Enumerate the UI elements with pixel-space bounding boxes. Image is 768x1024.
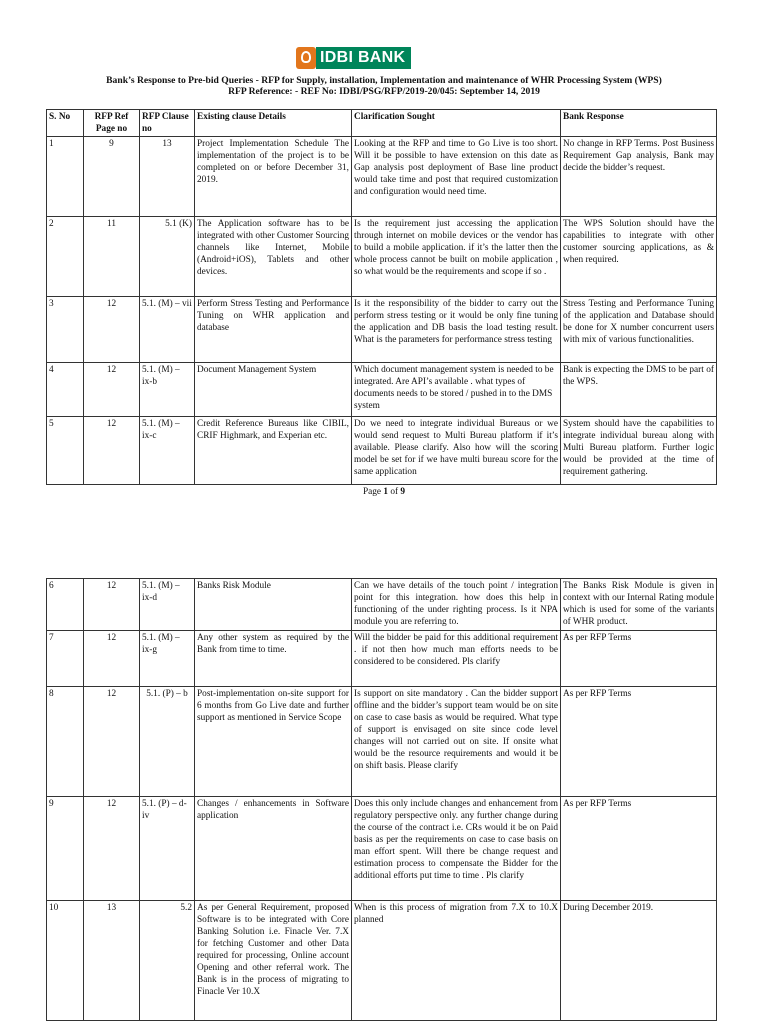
table-row bbox=[47, 631, 717, 687]
cell-page: 12 bbox=[84, 797, 140, 901]
col-header-clarification: Clarification Sought bbox=[352, 110, 561, 137]
cell-clarification: Is support on site mandatory . Can the bidder support offline and the bidder’s support team would be on site on case to case basis as would be required. What type of support is envisaged on site since code level changes will not carried out on site. If onsite what would be the resource requirements and would it be on shift basis. Please clarify bbox=[352, 687, 561, 797]
cell-page: 12 bbox=[84, 417, 140, 485]
cell-page: 12 bbox=[84, 363, 140, 417]
col-header-details: Existing clause Details bbox=[195, 110, 352, 137]
cell-sno: 4 bbox=[47, 363, 84, 417]
cell-clause: 5.1. (P) – d-iv bbox=[140, 797, 195, 901]
table-row bbox=[47, 687, 717, 797]
table-row bbox=[47, 417, 717, 485]
cell-clarification: Which document management system is needed to be integrated. Are API’s available . what types of documents needs to be stored / pushed in to the DMS system bbox=[352, 363, 561, 417]
cell-response: The WPS Solution should have the capabilities to integrate with other customer sourcing applications, as & when required. bbox=[561, 217, 717, 297]
cell-sno: 3 bbox=[47, 297, 84, 363]
page-of: of bbox=[390, 487, 399, 497]
cell-response: As per RFP Terms bbox=[561, 631, 717, 687]
cell-details: Post-implementation on-site support for 6 months from Go Live date and further support as mentioned in Service Scope bbox=[195, 687, 352, 797]
table-header-row bbox=[47, 110, 717, 137]
col-header-page: RFP Ref Page no bbox=[84, 110, 140, 137]
cell-clause: 5.1. (M) – ix-b bbox=[140, 363, 195, 417]
cell-response: No change in RFP Terms. Post Business Requirement Gap analysis, Bank may decide the bidder’s request. bbox=[561, 137, 717, 217]
table-row bbox=[47, 137, 717, 217]
cell-page: 11 bbox=[84, 217, 140, 297]
cell-response: As per RFP Terms bbox=[561, 797, 717, 901]
cell-details: Credit Reference Bureaus like CIBIL, CRIF Highmark, and Experian etc. bbox=[195, 417, 352, 485]
cell-sno: 2 bbox=[47, 217, 84, 297]
cell-clause: 5.1. (P) – b bbox=[140, 687, 195, 797]
cell-clarification: Looking at the RFP and time to Go Live is too short. Will it be possible to have extension on this date as Gap analysis post deployment of Base line product would take time and post that required customization and configuration would need time. bbox=[352, 137, 561, 217]
cell-sno: 9 bbox=[47, 797, 84, 901]
cell-clarification: When is this process of migration from 7.X to 10.X planned bbox=[352, 901, 561, 1021]
cell-details: Document Management System bbox=[195, 363, 352, 417]
cell-clarification: Is the requirement just accessing the application through internet on mobile devices or the vendor has to build a mobile application. if it’s the latter then the whole process cannot be built on mobile application , so what would be the requirements and scope if so . bbox=[352, 217, 561, 297]
cell-clause: 5.1. (M) – vii bbox=[140, 297, 195, 363]
cell-clarification: Do we need to integrate individual Bureaus or we would send request to Multi Bureau platform if it’s available. Please clarify. Also how will the scoring model be set for if we have multi bureau score for the same application bbox=[352, 417, 561, 485]
cell-clause: 5.1. (M) – ix-g bbox=[140, 631, 195, 687]
table-row bbox=[47, 297, 717, 363]
cell-clarification: Does this only include changes and enhancement from regulatory perspective only. any further change during the course of the contract i.e. CRs would it be on Paid basis as per the requirements on case to case basis on man effort spent. Will there be change request and estimation process to compensate the Bidder for the additional efforts put time to time . Pls clarify bbox=[352, 797, 561, 901]
table-row bbox=[47, 797, 717, 901]
cell-clarification: Can we have details of the touch point / integration point for this integration. how does this help in functioning of the under righting process. Is it NPA module you are referring to. bbox=[352, 579, 561, 631]
cell-page: 12 bbox=[84, 687, 140, 797]
table-row bbox=[47, 363, 717, 417]
col-header-sno: S. No bbox=[47, 110, 84, 137]
table-row bbox=[47, 579, 717, 631]
cell-clause: 5.1 (K) bbox=[140, 217, 195, 297]
cell-details: As per General Requirement, proposed Software is to be integrated with Core Banking Solution i.e. Finacle Ver. 7.X for fetching Customer and other Data required for processing, Online account Opening and other referral work. The Bank is in the process of migrating to Finacle Ver 10.X bbox=[195, 901, 352, 1021]
col-header-response: Bank Response bbox=[561, 110, 717, 137]
document-page-1 bbox=[0, 0, 768, 510]
col-header-clause: RFP Clause no bbox=[140, 110, 195, 137]
cell-response: During December 2019. bbox=[561, 901, 717, 1021]
document-page-2 bbox=[0, 578, 768, 1024]
cell-response: Bank is expecting the DMS to be part of the WPS. bbox=[561, 363, 717, 417]
cell-details: Any other system as required by the Bank from time to time. bbox=[195, 631, 352, 687]
cell-sno: 7 bbox=[47, 631, 84, 687]
cell-clarification: Is it the responsibility of the bidder to carry out the perform stress testing or it would be only fine tuning the application and DB basis the load testing result. What is the parameters for performance stress testing bbox=[352, 297, 561, 363]
cell-page: 13 bbox=[84, 901, 140, 1021]
cell-details: Perform Stress Testing and Performance Tuning on WHR application and database bbox=[195, 297, 352, 363]
cell-sno: 1 bbox=[47, 137, 84, 217]
table-row bbox=[47, 901, 717, 1021]
cell-response: Stress Testing and Performance Tuning of the application and Database should be done for X number concurrent users with mix of various functionalities. bbox=[561, 297, 717, 363]
cell-page: 12 bbox=[84, 579, 140, 631]
bank-logo bbox=[296, 47, 411, 69]
cell-details: Changes / enhancements in Software application bbox=[195, 797, 352, 901]
page-word: Page bbox=[362, 487, 382, 497]
bank-name: IDBI BANK bbox=[316, 47, 411, 69]
cell-clause: 13 bbox=[140, 137, 195, 217]
cell-clause: 5.1. (M) – ix-c bbox=[140, 417, 195, 485]
queries-table-page-1 bbox=[46, 109, 717, 485]
cell-details: The Application software has to be integrated with other Customer Sourcing channels like Internet, Mobile (Android+iOS), Tablets and other devices. bbox=[195, 217, 352, 297]
document-title: Bank’s Response to Pre-bid Queries - RFP for Supply, installation, Implementation and maintenance of WHR Processing System (WPS) bbox=[106, 75, 662, 86]
cell-clarification: Will the bidder be paid for this additional requirement . if not then how much man efforts needs to be considered to be considered. Pls clarify bbox=[352, 631, 561, 687]
cell-sno: 5 bbox=[47, 417, 84, 485]
cell-page: 12 bbox=[84, 297, 140, 363]
cell-clause: 5.2 bbox=[140, 901, 195, 1021]
cell-response: System should have the capabilities to integrate individual bureau along with Multi Bureau platform. Further logic would be provided at the time of requirement gathering. bbox=[561, 417, 717, 485]
queries-table-page-2 bbox=[46, 578, 717, 1021]
cell-response: The Banks Risk Module is given in context with our Internal Rating module which is used for some of the variants of WHR product. bbox=[561, 579, 717, 631]
cell-page: 9 bbox=[84, 137, 140, 217]
page-total: 9 bbox=[400, 487, 406, 497]
page-current: 1 bbox=[383, 487, 388, 497]
cell-response: As per RFP Terms bbox=[561, 687, 717, 797]
cell-clause: 5.1. (M) – ix-d bbox=[140, 579, 195, 631]
table-row bbox=[47, 217, 717, 297]
idbi-logo-icon bbox=[296, 47, 316, 69]
cell-sno: 10 bbox=[47, 901, 84, 1021]
cell-sno: 6 bbox=[47, 579, 84, 631]
page-footer bbox=[0, 487, 768, 497]
cell-details: Banks Risk Module bbox=[195, 579, 352, 631]
rfp-reference: RFP Reference: - REF No: IDBI/PSG/RFP/2019-20/045: September 14, 2019 bbox=[228, 86, 540, 97]
cell-details: Project Implementation Schedule The implementation of the project is to be completed on or before December 31, 2019. bbox=[195, 137, 352, 217]
cell-page: 12 bbox=[84, 631, 140, 687]
cell-sno: 8 bbox=[47, 687, 84, 797]
